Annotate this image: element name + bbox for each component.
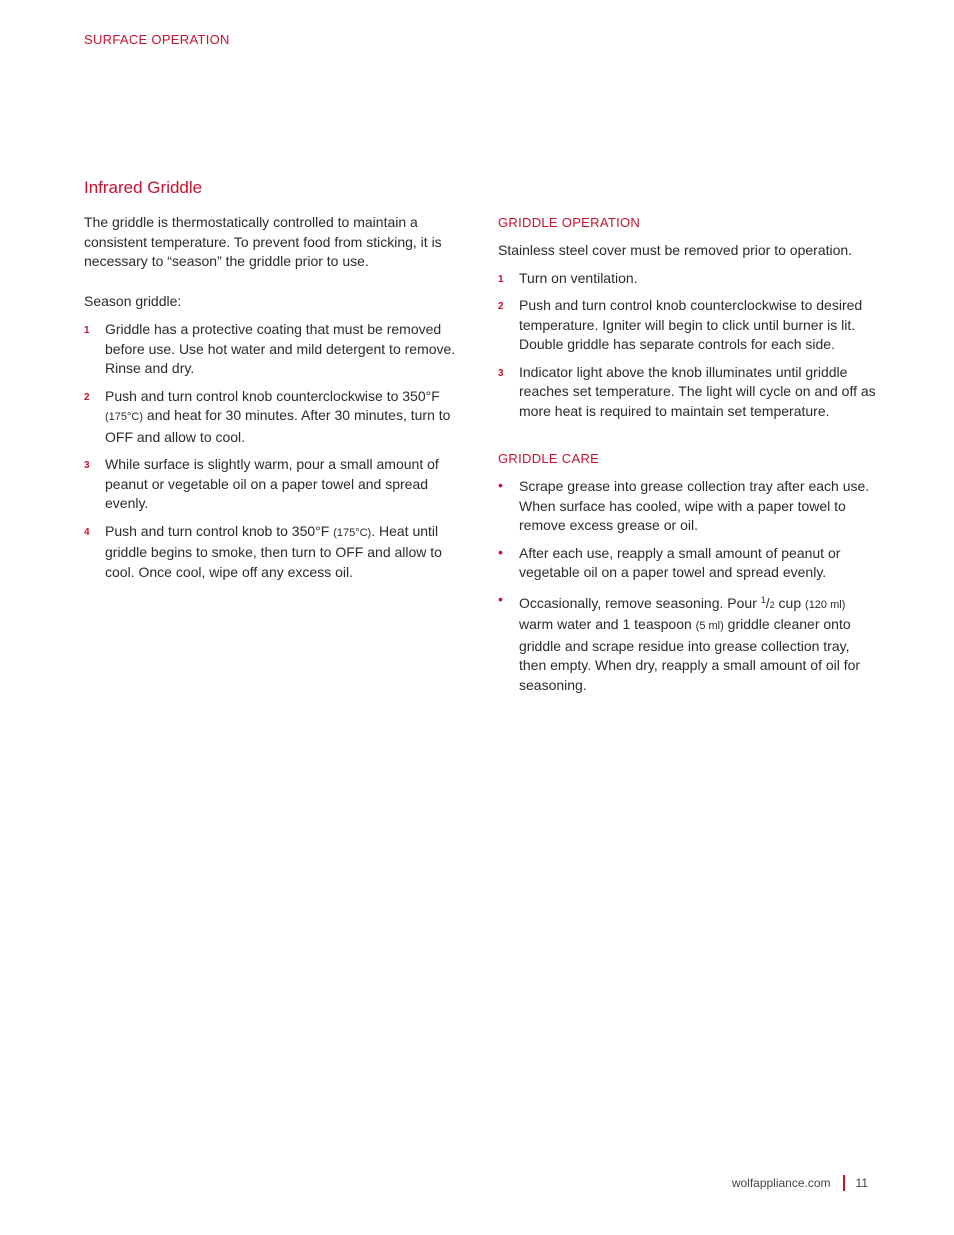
page-number: 11 — [855, 1176, 868, 1190]
step-number: 3 — [84, 460, 90, 471]
footer-divider — [843, 1175, 845, 1191]
list-item — [498, 477, 878, 536]
griddle-care-heading: GRIDDLE CARE — [498, 451, 600, 466]
step-number: 4 — [84, 526, 90, 538]
care-text: Occasionally, remove seasoning. Pour — [519, 594, 761, 611]
care-list — [498, 477, 878, 695]
operation-intro: Stainless steel cover must be removed prior to operation. — [498, 242, 853, 258]
list-item — [84, 455, 464, 514]
page-footer — [732, 1175, 868, 1191]
step-text-small: (175°C) — [333, 526, 372, 539]
intro-paragraph: The griddle is thermostatically controlled to maintain a consistent temperature. To prevent food from sticking, it is necessary to “season” the griddle prior to use. — [84, 214, 442, 269]
step-number: 1 — [84, 325, 90, 336]
season-heading: Season griddle: — [84, 292, 182, 309]
step-text: While surface is slightly warm, pour a small amount of peanut or vegetable oil on a paper towel and spread evenly. — [105, 456, 439, 511]
list-item — [84, 522, 464, 583]
step-text: Indicator light above the knob illuminates until griddle reaches set temperature. The light will cycle on and off as more heat is required to maintain set temperature. — [519, 363, 876, 419]
care-text: Scrape grease into grease collection tray after each use. When surface has cooled, wipe with a paper towel to remove excess grease or oil. — [519, 478, 870, 533]
step-number: 1 — [498, 273, 504, 285]
step-text: Turn on ventilation. — [519, 269, 638, 286]
care-text: warm water and 1 teaspoon — [519, 616, 696, 632]
operation-steps-list — [498, 269, 878, 422]
care-text: After each use, reapply a small amount of peanut or vegetable oil on a paper towel and spread evenly. — [519, 544, 841, 580]
bullet-icon: • — [498, 477, 503, 493]
left-column — [84, 213, 464, 590]
bullet-icon: • — [498, 590, 503, 607]
care-text-small: (120 ml) — [805, 598, 846, 611]
section-header: SURFACE OPERATION — [84, 32, 230, 47]
care-text: cup — [774, 594, 806, 611]
step-text: . Heat until griddle begins to smoke, then turn to OFF and allow to cool. Once cool, wipe off any excess oil. — [105, 522, 442, 580]
step-text: Push and turn control knob counterclockwise to 350°F — [105, 387, 440, 404]
step-number: 2 — [498, 301, 504, 312]
step-text: Push and turn control knob to 350°F — [105, 522, 334, 539]
step-text: Griddle has a protective coating that must be removed before use. Use hot water and mild detergent to remove. Rinse and dry. — [105, 321, 456, 376]
care-text-small: (5 ml) — [695, 620, 724, 632]
season-steps-list — [84, 320, 464, 582]
right-column — [498, 213, 878, 703]
fraction-denominator: 2 — [769, 599, 775, 610]
list-item — [84, 320, 464, 379]
list-item — [498, 296, 878, 355]
step-text: Push and turn control knob counterclockwise to desired temperature. Igniter will begin to click until burner is lit. Double griddle has separate controls for each side. — [519, 297, 863, 352]
page-title: Infrared Griddle — [84, 178, 203, 197]
step-text-small: (175°C) — [105, 411, 144, 423]
bullet-icon: • — [498, 543, 503, 560]
list-item — [498, 269, 878, 289]
fraction-numerator: 1 — [760, 594, 766, 605]
list-item — [84, 387, 464, 448]
list-item — [498, 363, 878, 422]
list-item — [498, 591, 878, 696]
list-item — [498, 544, 878, 583]
step-text: and heat for 30 minutes. After 30 minutes, turn to OFF and allow to cool. — [105, 407, 451, 445]
care-text: griddle cleaner onto griddle and scrape residue into grease collection tray, then empty. When dry, reapply a small amount of oil for seasoning. — [519, 616, 861, 693]
footer-website-link[interactable]: wolfappliance.com — [731, 1176, 831, 1190]
step-number: 3 — [498, 367, 504, 379]
step-number: 2 — [84, 391, 90, 403]
griddle-operation-heading: GRIDDLE OPERATION — [498, 215, 641, 230]
fraction-slash: / — [765, 594, 770, 611]
